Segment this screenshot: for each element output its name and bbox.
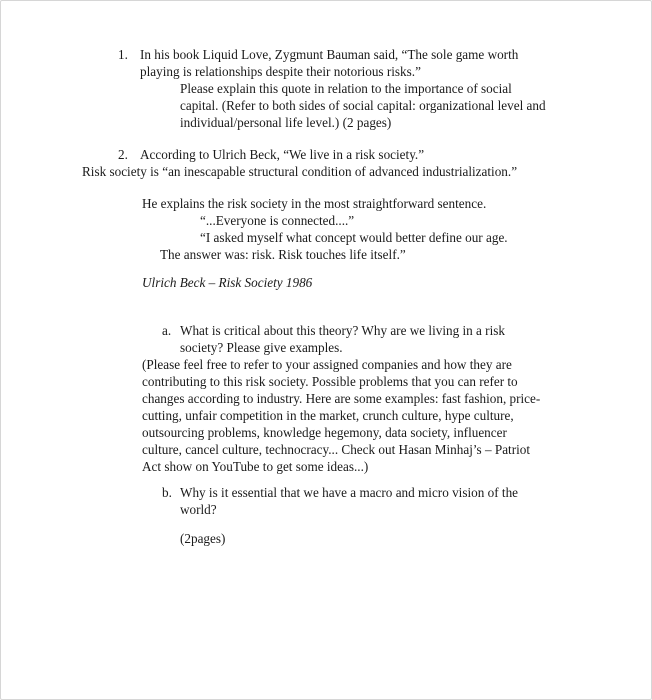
q2-number: 2.	[118, 147, 128, 162]
qa-note-line-7: Act show on YouTube to get some ideas...)	[142, 459, 369, 474]
q2-quote-2: “I asked myself what concept would better define our age.	[200, 230, 508, 245]
q2-quote-1: “...Everyone is connected....”	[200, 213, 355, 228]
q2-citation: Ulrich Beck – Risk Society 1986	[142, 275, 313, 290]
qa-note-line-4: cutting, unfair competition in the market, crunch culture, hype culture,	[142, 408, 514, 423]
qa-line-2: society? Please give examples.	[180, 340, 343, 355]
qb-line-2: world?	[180, 502, 217, 517]
qa-note-line-1: (Please feel free to refer to your assigned companies and how they are	[142, 357, 512, 372]
qa-note-line-5: outsourcing problems, knowledge hegemony, data society, influencer	[142, 425, 507, 440]
q1-line-2: playing is relationships despite their notorious risks.”	[140, 64, 421, 79]
qb-line-1: Why is it essential that we have a macro and micro vision of the	[180, 485, 519, 500]
q2-line-2: Risk society is “an inescapable structural condition of advanced industrialization.”	[82, 164, 518, 179]
qb-letter: b.	[162, 485, 172, 500]
q1-line-1: In his book Liquid Love, Zygmunt Bauman said, “The sole game worth	[140, 47, 519, 62]
q1-number: 1.	[118, 47, 128, 62]
qa-note-line-3: changes according to industry. Here are some examples: fast fashion, price-	[142, 391, 541, 406]
q2-line-1: According to Ulrich Beck, “We live in a risk society.”	[140, 147, 425, 162]
qa-letter: a.	[162, 323, 172, 338]
q1-line-4: capital. (Refer to both sides of social capital: organizational level and	[180, 98, 546, 113]
q1-line-5: individual/personal life level.) (2 pages)	[180, 115, 392, 130]
qa-line-1: What is critical about this theory? Why are we living in a risk	[180, 323, 505, 338]
q2-quote-3: The answer was: risk. Risk touches life itself.”	[160, 247, 406, 262]
q2-explain: He explains the risk society in the most straightforward sentence.	[142, 196, 487, 211]
qa-note-line-2: contributing to this risk society. Possible problems that you can refer to	[142, 374, 518, 389]
qa-note-line-6: culture, cancel culture, technocracy... Check out Hasan Minhaj’s – Patriot	[142, 442, 531, 457]
q1-line-3: Please explain this quote in relation to the importance of social	[180, 81, 512, 96]
qb-pages: (2pages)	[180, 531, 226, 546]
